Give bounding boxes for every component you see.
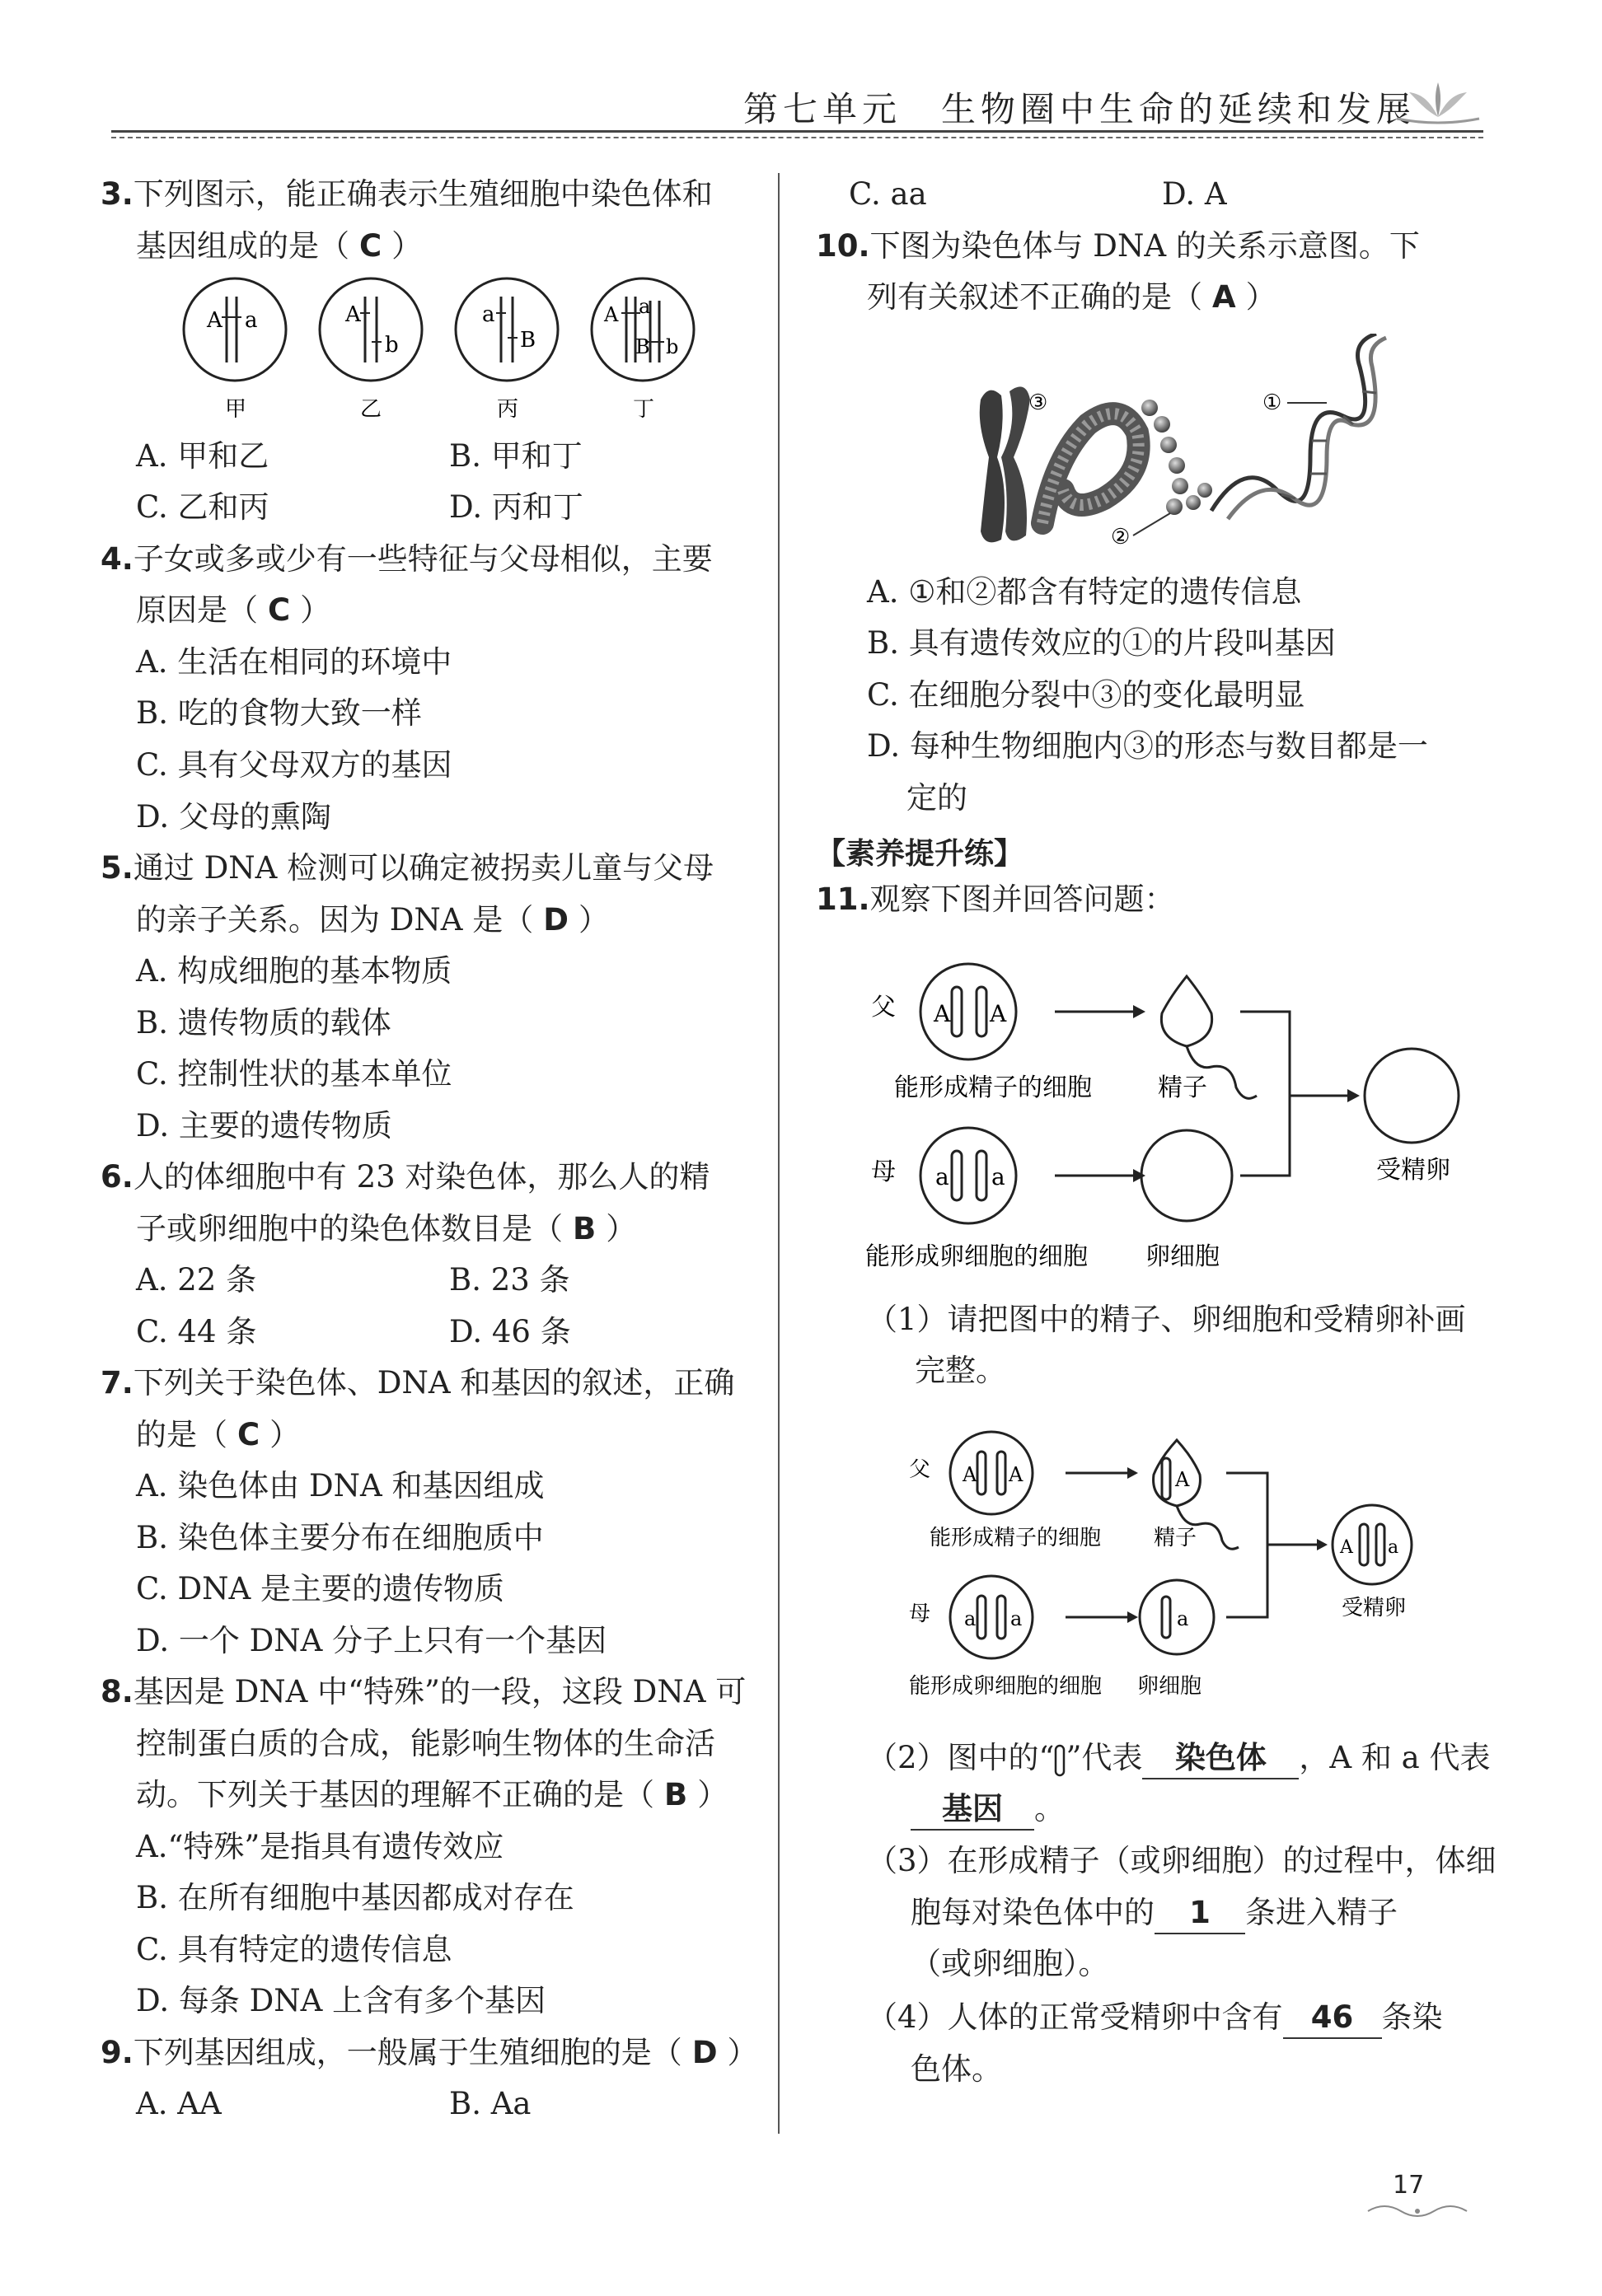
q11-answer-count-1[interactable]: 1 <box>1155 1893 1245 1934</box>
q5-stem-line2: 的亲子关系。因为 DNA 是（ D ） <box>136 902 610 938</box>
q4-option-a[interactable]: A. 生活在相同的环境中 <box>136 644 452 680</box>
svg-text:A: A <box>1340 1537 1353 1558</box>
q9-option-d[interactable]: D. A <box>1162 176 1227 212</box>
q11-part2-line1: （2）图中的“ ”代表 染色体 ，A 和 a 代表 <box>867 1738 1490 1779</box>
svg-text:能形成精子的细胞: 能形成精子的细胞 <box>894 1073 1092 1102</box>
svg-text:a: a <box>1388 1537 1399 1558</box>
q3-jia-label: 甲 <box>225 397 247 422</box>
q4-stem-line2: 原因是（ C ） <box>136 592 331 628</box>
column-divider <box>778 173 780 2134</box>
q8-option-d[interactable]: D. 每条 DNA 上含有多个基因 <box>136 1983 546 2018</box>
svg-text:B: B <box>520 328 536 353</box>
q6-stem-line1: 6.人的体细胞中有 23 对染色体，那么人的精 <box>101 1159 710 1195</box>
q3-fig-bing <box>456 278 558 422</box>
page-ornament-icon <box>1364 2201 1471 2221</box>
q3-stem-line1: 3.下列图示，能正确表示生殖细胞中染色体和 <box>101 176 713 212</box>
q3-option-d[interactable]: D. 丙和丁 <box>449 489 583 525</box>
q4-option-d[interactable]: D. 父母的熏陶 <box>136 799 331 835</box>
chromatin-coil <box>1042 414 1139 523</box>
q8-option-c[interactable]: C. 具有特定的遗传信息 <box>136 1932 452 1967</box>
q7-option-b[interactable]: B. 染色体主要分布在细胞质中 <box>136 1520 544 1555</box>
q3-figure <box>177 276 713 424</box>
section-title: 【素养提升练】 <box>816 837 1024 871</box>
svg-text:A: A <box>963 1463 977 1486</box>
q6-stem-line2: 子或卵细胞中的染色体数目是（ B ） <box>136 1211 637 1246</box>
svg-text:精子: 精子 <box>1158 1073 1207 1102</box>
q11-answer-chromosome[interactable]: 染色体 <box>1142 1738 1299 1779</box>
q3-fig-jia <box>184 278 286 422</box>
header-rule <box>111 130 1483 133</box>
q11-part3-line3: （或卵细胞）。 <box>911 1946 1109 1981</box>
q7-option-c[interactable]: C. DNA 是主要的遗传物质 <box>136 1571 505 1606</box>
q3-option-b[interactable]: B. 甲和丁 <box>449 438 583 474</box>
q3-option-a[interactable]: A. 甲和乙 <box>136 438 269 474</box>
svg-text:卵细胞: 卵细胞 <box>1137 1674 1202 1699</box>
svg-text:能形成精子的细胞: 能形成精子的细胞 <box>930 1526 1102 1550</box>
svg-text:能形成卵细胞的细胞: 能形成卵细胞的细胞 <box>909 1674 1103 1699</box>
svg-text:a: a <box>1177 1607 1189 1630</box>
q10-option-a[interactable]: A. ①和②都含有特定的遗传信息 <box>867 574 1302 610</box>
q6-option-b[interactable]: B. 23 条 <box>449 1262 570 1298</box>
q9-option-b[interactable]: B. Aa <box>449 2086 532 2121</box>
svg-text:精子: 精子 <box>1154 1526 1197 1550</box>
svg-text:a: a <box>482 302 495 327</box>
q5-option-b[interactable]: B. 遗传物质的载体 <box>136 1005 391 1040</box>
q8-option-a[interactable]: A.“特殊”是指具有遗传效应 <box>136 1829 504 1864</box>
q7-stem-line1: 7.下列关于染色体、DNA 和基因的叙述，正确 <box>101 1365 735 1401</box>
svg-text:乙: 乙 <box>360 397 382 422</box>
q10-option-c[interactable]: C. 在细胞分裂中③的变化最明显 <box>867 677 1305 713</box>
chromosome-dna-diagram <box>964 334 1393 556</box>
svg-text:A: A <box>1175 1468 1190 1491</box>
svg-text:b: b <box>666 335 679 358</box>
svg-text:a: a <box>964 1607 977 1630</box>
q3-fig-yi <box>320 278 422 422</box>
svg-text:b: b <box>385 333 399 358</box>
q11-part1-line1: （1）请把图中的精子、卵细胞和受精卵补画 <box>867 1302 1466 1337</box>
q11-figure-completed <box>905 1417 1449 1705</box>
q4-option-c[interactable]: C. 具有父母双方的基因 <box>136 747 452 783</box>
q11-part3-line2: 胞每对染色体中的 1 条进入精子 <box>911 1893 1398 1934</box>
svg-text:丁: 丁 <box>633 397 655 422</box>
q3-fig-ding <box>592 278 694 422</box>
chromosome-icon <box>980 386 1030 542</box>
svg-text:受精卵: 受精卵 <box>1376 1156 1450 1185</box>
q9-option-a[interactable]: A. AA <box>136 2086 222 2121</box>
q9-stem-line1: 9.下列基因组成，一般属于生殖细胞的是（ D ） <box>101 2035 758 2070</box>
lotus-ornament-icon <box>1393 76 1483 129</box>
q11-stem: 11.观察下图并回答问题： <box>816 881 1175 917</box>
q10-stem-line2: 列有关叙述不正确的是（ A ） <box>867 279 1276 315</box>
svg-text:父: 父 <box>909 1457 931 1482</box>
q7-option-a[interactable]: A. 染色体由 DNA 和基因组成 <box>136 1468 545 1503</box>
q11-part3-line1: （3）在形成精子（或卵细胞）的过程中，体细 <box>867 1843 1497 1878</box>
q10-option-b[interactable]: B. 具有遗传效应的①的片段叫基因 <box>867 625 1336 661</box>
svg-text:母: 母 <box>871 1157 896 1186</box>
q11-answer-count-46[interactable]: 46 <box>1283 1998 1382 2039</box>
q3-jia-g2: a <box>245 308 258 333</box>
svg-text:受精卵: 受精卵 <box>1342 1596 1407 1620</box>
svg-text:B: B <box>635 335 650 358</box>
svg-text:A: A <box>934 1000 951 1027</box>
svg-text:a: a <box>991 1163 1005 1190</box>
q3-jia-g1: A <box>207 308 222 333</box>
q11-part4-line2: 色体。 <box>911 2051 1002 2087</box>
header-dashed-rule <box>111 137 1483 138</box>
q10-option-d-line2: 定的 <box>906 780 967 816</box>
dna-helix-icon <box>1211 334 1386 519</box>
q5-stem-line1: 5.通过 DNA 检测可以确定被拐卖儿童与父母 <box>101 850 714 886</box>
q8-stem-line2: 控制蛋白质的合成，能影响生物体的生命活 <box>136 1726 715 1761</box>
svg-text:a: a <box>1010 1607 1023 1630</box>
svg-text:父: 父 <box>871 993 896 1022</box>
q3-stem-line2: 基因组成的是（ C ） <box>136 228 423 264</box>
svg-text:A: A <box>604 303 619 326</box>
q3-option-c[interactable]: C. 乙和丙 <box>136 489 269 525</box>
q10-option-d-line1[interactable]: D. 每种生物细胞内③的形态与数目都是一 <box>867 728 1428 764</box>
svg-text:能形成卵细胞的细胞: 能形成卵细胞的细胞 <box>865 1242 1088 1271</box>
q4-option-b[interactable]: B. 吃的食物大致一样 <box>136 695 422 731</box>
q8-stem-line1: 8.基因是 DNA 中“特殊”的一段，这段 DNA 可 <box>101 1674 747 1709</box>
q11-part1-line2: 完整。 <box>915 1353 1006 1388</box>
q6-option-d[interactable]: D. 46 条 <box>449 1314 571 1349</box>
svg-text:卵细胞: 卵细胞 <box>1145 1242 1220 1271</box>
svg-text:A: A <box>990 1000 1007 1027</box>
svg-text:丙: 丙 <box>497 397 519 422</box>
q11-figure-blank <box>861 939 1471 1285</box>
svg-text:A: A <box>345 302 361 327</box>
q10-stem-line1: 10.下图为染色体与 DNA 的关系示意图。下 <box>816 228 1420 264</box>
q11-part4-line1: （4）人体的正常受精卵中含有 46 条染 <box>867 1998 1443 2039</box>
mark-2: ② <box>1111 525 1131 549</box>
unit-header: 第七单元 生物圈中生命的延续和发展 <box>743 89 1417 129</box>
svg-text:A: A <box>1009 1463 1024 1486</box>
mark-3: ③ <box>1028 390 1048 415</box>
svg-text:a: a <box>935 1163 949 1190</box>
q8-option-b[interactable]: B. 在所有细胞中基因都成对存在 <box>136 1880 574 1915</box>
nucleosome-beads <box>1141 400 1212 515</box>
page-number: 17 <box>1393 2171 1425 2200</box>
q7-option-d[interactable]: D. 一个 DNA 分子上只有一个基因 <box>136 1623 607 1658</box>
chromosome-symbol-icon <box>1054 1744 1066 1777</box>
q9-option-c[interactable]: C. aa <box>849 176 927 212</box>
q4-stem-line1: 4.子女或多或少有一些特征与父母相似，主要 <box>101 541 713 577</box>
q5-option-d[interactable]: D. 主要的遗传物质 <box>136 1108 392 1143</box>
q5-option-c[interactable]: C. 控制性状的基本单位 <box>136 1056 452 1092</box>
svg-text:a: a <box>639 295 651 318</box>
mark-1: ① <box>1262 390 1282 415</box>
q8-stem-line3: 动。下列关于基因的理解不正确的是（ B ） <box>136 1777 728 1812</box>
q7-stem-line2: 的是（ C ） <box>136 1417 301 1452</box>
q11-part2-line2: 基因 。 <box>911 1789 1065 1831</box>
svg-text:母: 母 <box>909 1602 931 1626</box>
q6-option-c[interactable]: C. 44 条 <box>136 1314 257 1349</box>
q5-option-a[interactable]: A. 构成细胞的基本物质 <box>136 953 452 989</box>
q11-answer-gene[interactable]: 基因 <box>911 1789 1034 1831</box>
q6-option-a[interactable]: A. 22 条 <box>136 1262 257 1298</box>
